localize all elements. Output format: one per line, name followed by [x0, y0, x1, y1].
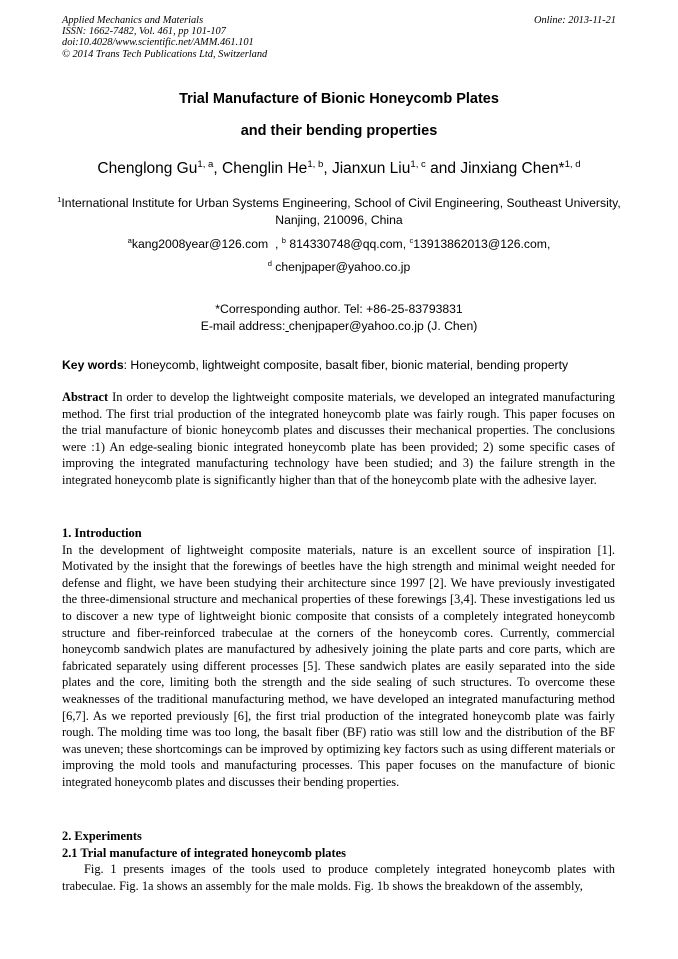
- abstract-label: Abstract: [62, 390, 109, 404]
- email-label: E-mail address:: [200, 319, 286, 333]
- corresponding-line: *Corresponding author. Tel: +86-25-83793831: [215, 302, 463, 316]
- section-heading: 1. Introduction: [62, 526, 142, 540]
- paper-title-line-2: and their bending properties: [240, 123, 438, 139]
- email-link-c[interactable]: 13913862013@126.com: [413, 237, 547, 251]
- author-name: Chenglong Gu: [97, 160, 198, 177]
- author-name: Jianxun Liu: [331, 160, 411, 177]
- section-paragraph: In the development of lightweight composite materials, nature is an excellent source of inspiration [1]. Motivated by the insight that the forewings of beetles have the high strength and minimal weight needed for defense and flight, we have been studying their architecture since 1997 [2]. We have previously investigated the three-dimensional structure and mechanical properties of these forewings [3,4]. These investigations led us to discover a new type of lightweight bionic composite that consists of a completely integrated honeycomb structure and fiber-reinforced trabeculae at the corners of the honeycomb cores. Currently, commercial honeycomb sandwich plates are manufactured by adhesively joining the plate parts and core parts, which are fabricated separately using different processes [5]. These sandwich plates are easily separated into the side plates and the core, limiting both the strength and the side sealing of such structures. To overcome these weaknesses of the traditional manufacturing method, we have developed an integrated manufacturing method [6,7]. As we reported previously [6], the first trial production of the integrated honeycomb plate was fairly rough. The molding time was too long, the basalt fiber (BF) ratio was still low and the distribution of the BF was uneven; these shortcomings can be improved by optimizing key factors such as using different materials or improving the mold tools and manufacturing processes. This paper focuses on the manufacture of bionic integrated honeycomb plates and discusses their bending properties.: [62, 542, 615, 789]
- email-link-b[interactable]: 814330748@qq.com: [289, 237, 403, 251]
- corresponding-author: [0, 301, 678, 335]
- doi-line: doi:10.4028/www.scientific.net/AMM.461.101: [62, 37, 254, 49]
- keywords-label: Key words: [62, 358, 124, 372]
- affiliation-line-1: International Institute for Urban Systems Engineering, School of Civil Engineering, Southeast University,: [61, 196, 621, 210]
- corresponding-name: (J. Chen): [427, 319, 478, 333]
- affiliation: $^1$International Institute for Urban Systems Engineering, School of Civil Engineering, Southeast University, Nanjing, 210096, China: [0, 195, 678, 229]
- section-experiments: [62, 828, 615, 894]
- email-list-line-2: $^d$ chenjpaper@yahoo.co.jp: [267, 258, 411, 274]
- author-list: Chenglong Gu$^{1, a}$, Chenglin He$^{1, b}$, Jianxun Liu$^{1, c}$ and Jinxiang Chen*$^{1, d}$: [97, 158, 581, 177]
- copyright-line: © 2014 Trans Tech Publications Ltd, Switzerland: [62, 48, 268, 60]
- email-link-a[interactable]: kang2008year@126.com: [131, 237, 269, 251]
- section-heading: 2. Experiments: [62, 829, 142, 843]
- author-name: Chenglin He: [222, 160, 308, 177]
- issn-line: ISSN: 1662-7482, Vol. 461, pp 101-107: [62, 26, 226, 38]
- email-link-d[interactable]: chenjpaper@yahoo.co.jp: [275, 260, 411, 274]
- journal-name: Applied Mechanics and Materials: [62, 15, 204, 26]
- abstract: [62, 389, 615, 489]
- affiliation-line-2: Nanjing, 210096, China: [275, 213, 403, 227]
- author-sup: 1, b: [307, 158, 324, 170]
- keywords: [62, 358, 615, 372]
- author-sup: 1, d: [564, 158, 581, 170]
- author-sup: 1, c: [410, 158, 426, 170]
- corresponding-email-link[interactable]: chenjpaper@yahoo.co.jp: [288, 319, 424, 333]
- journal-header: [62, 15, 616, 60]
- keywords-text: : Honeycomb, lightweight composite, basalt fiber, bionic material, bending property: [123, 358, 569, 372]
- author-name: Jinxiang Chen*: [460, 160, 565, 177]
- email-list: $^a$kang2008year@126.com , $^b$ 814330748@qq.com, $^c$13913862013@126.com,: [127, 235, 551, 251]
- section-introduction: [62, 525, 615, 791]
- subsection-heading: 2.1 Trial manufacture of integrated honeycomb plates: [62, 845, 346, 860]
- online-date: Online: 2013-11-21: [533, 15, 616, 26]
- section-paragraph: Fig. 1 presents images of the tools used to produce completely integrated honeycomb plates with trabeculae. Fig. 1a shows an assembly for the male molds. Fig. 1b shows the breakdown of the assembly,: [62, 862, 615, 893]
- author-sup: 1, a: [197, 158, 214, 170]
- paper-title-line-1: Trial Manufacture of Bionic Honeycomb Plates: [179, 91, 499, 107]
- abstract-text: In order to develop the lightweight composite materials, we developed an integrated manufacturing method. The first trial production of the integrated honeycomb plate was fairly rough. This paper focuses on the trial manufacture of bionic honeycomb plates and discusses their mechanical properties. The conclusions were :1) An edge-sealing bionic integrated honeycomb plate has been provided; 2) some specific cases of improving the integrated manufacturing technology have been studied; and 3) the failure strength in the integrated honeycomb plate is significantly higher than that of the honeycomb plate with the adhesive layer.: [62, 390, 615, 487]
